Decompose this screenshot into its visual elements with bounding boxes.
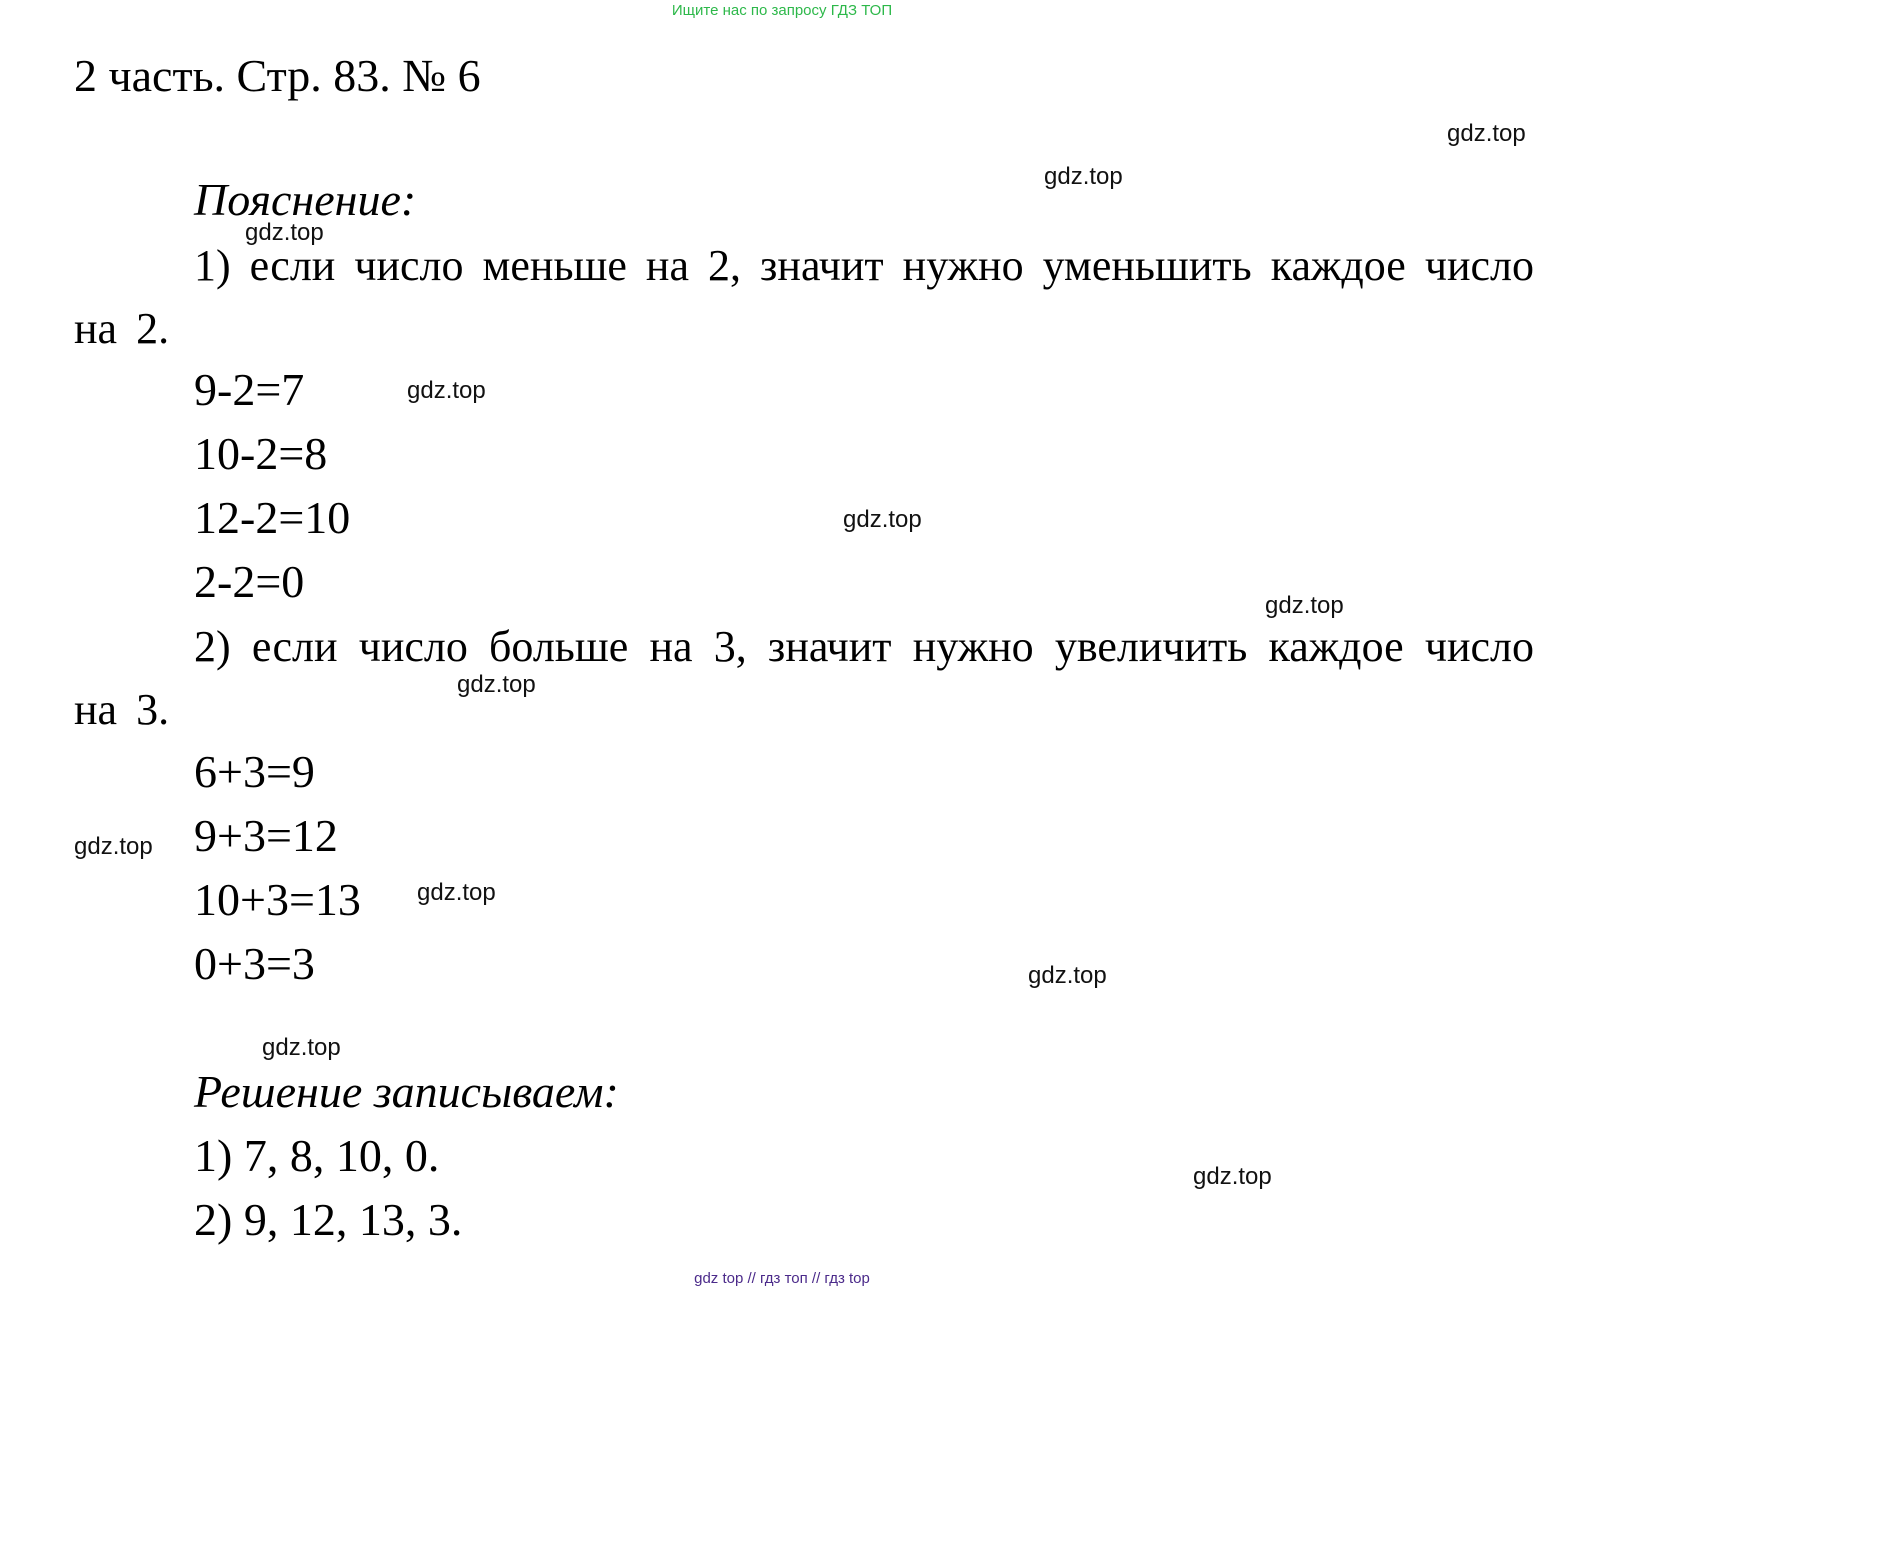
page-title: 2 часть. Стр. 83. № 6 — [74, 50, 481, 101]
watermark: gdz.top — [407, 377, 486, 404]
watermark: gdz.top — [1193, 1163, 1272, 1190]
answer-2: 2) 9, 12, 13, 3. — [194, 1194, 463, 1245]
equation-2-3: 10+3=13 — [194, 874, 361, 925]
watermark: gdz.top — [262, 1034, 341, 1061]
answer-1: 1) 7, 8, 10, 0. — [194, 1130, 440, 1181]
watermark: gdz.top — [1447, 120, 1526, 147]
watermark: gdz.top — [843, 506, 922, 533]
explanation-heading: Пояснение: — [194, 174, 417, 225]
watermark: gdz.top — [417, 879, 496, 906]
equation-1-4: 2-2=0 — [194, 556, 305, 607]
watermark: gdz.top — [245, 219, 324, 246]
bottom-banner: gdz top // гдз топ // гдз top — [694, 1270, 870, 1287]
equation-1-1: 9-2=7 — [194, 364, 305, 415]
equation-1-3: 12-2=10 — [194, 492, 351, 543]
top-banner: Ищите нас по запросу ГДЗ ТОП — [671, 2, 893, 19]
equation-2-4: 0+3=3 — [194, 938, 315, 989]
watermark: gdz.top — [1044, 163, 1123, 190]
watermark: gdz.top — [74, 833, 153, 860]
watermark: gdz.top — [1265, 592, 1344, 619]
explanation-part2-text: 2) если число больше на 3, значит нужно увеличить каждое число на 3. — [74, 622, 1534, 734]
explanation-part1-text: 1) если число меньше на 2, значит нужно уменьшить каждое число на 2. — [74, 241, 1534, 353]
watermark: gdz.top — [457, 671, 536, 698]
equation-2-2: 9+3=12 — [194, 810, 338, 861]
equation-2-1: 6+3=9 — [194, 746, 315, 797]
watermark: gdz.top — [1028, 962, 1107, 989]
equation-1-2: 10-2=8 — [194, 428, 328, 479]
solution-heading: Решение записываем: — [194, 1066, 619, 1117]
